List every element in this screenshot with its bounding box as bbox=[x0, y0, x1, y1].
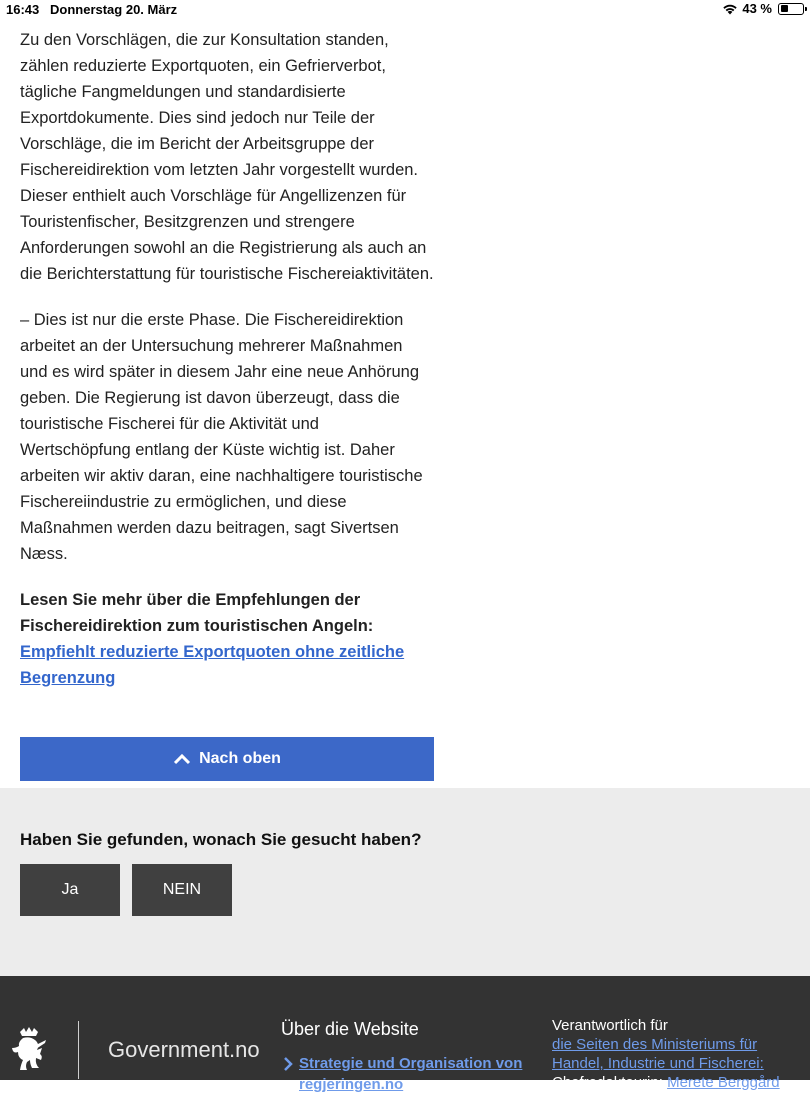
site-logo-text[interactable]: Government.no bbox=[108, 1037, 260, 1062]
battery-fill bbox=[781, 5, 788, 12]
coat-of-arms-lion-icon bbox=[10, 1026, 48, 1072]
back-to-top-button[interactable] bbox=[20, 737, 434, 781]
article-paragraph: – Dies ist nur die erste Phase. Die Fischereidirektion arbeitet an der Untersuchung mehrerer Maßnahmen und es wird später in diesem Jahr eine neue Anhörung geben. Die Regierung ist davon überzeugt, dass die touristische Fischerei für die Aktivität und Wertschöpfung entlang der Küste wichtig ist. Daher arbeiten wir aktiv daran, eine nachhaltigere touristische Fischereiindustrie zu ermöglichen, und diese Maßnahmen werden dazu beitragen, sagt Sivertsen Næss. bbox=[20, 311, 423, 563]
about-link[interactable] bbox=[283, 1053, 525, 1095]
editor-link[interactable]: Merete Berggård bbox=[667, 1074, 780, 1091]
about-link-label: Strategie und Organisation von regjeringen.no bbox=[299, 1055, 523, 1093]
responsible-label: Verantwortlich für bbox=[552, 1017, 668, 1034]
article-paragraph: Zu den Vorschlägen, die zur Konsultation standen, zählen reduzierte Exportquoten, ein Gefrierverbot, tägliche Fangmeldungen und standardisierte Exportdokumente. Dies sind jedoch nur Teile der Vorschläge, die im Bericht der Arbeitsgruppe der Fischereidirektion vom letzten Jahr vorgestellt wurden. Dieser enthielt auch Vorschläge für Angellizenzen für Touristenfischer, Besitzgrenzen und strengere Anforderungen sowohl an die Registrierung als auch an die Berichterstattung für touristische Fischereiaktivitäten. bbox=[20, 31, 434, 283]
feedback-yes-button[interactable]: Ja bbox=[20, 864, 120, 916]
read-more-text: Lesen Sie mehr über die Empfehlungen der Fischereidirektion zum touristischen Angeln: bbox=[20, 591, 374, 635]
status-bar bbox=[0, 0, 810, 20]
back-to-top-label: Nach oben bbox=[199, 750, 281, 767]
read-more-link[interactable]: Empfiehlt reduzierte Exportquoten ohne zeitliche Begrenzung bbox=[20, 643, 405, 687]
status-time: 16:43 bbox=[6, 2, 40, 17]
article-body bbox=[20, 27, 434, 691]
battery-icon bbox=[778, 3, 804, 15]
feedback-no-button[interactable]: NEIN bbox=[132, 864, 232, 916]
feedback-question: Haben Sie gefunden, wonach Sie gesucht haben? bbox=[20, 830, 422, 849]
footer-divider bbox=[78, 1021, 79, 1079]
status-date: Donnerstag 20. März bbox=[50, 2, 178, 17]
ministry-link[interactable]: die Seiten des Ministeriums für Handel, Industrie und Fischerei: bbox=[552, 1036, 764, 1072]
status-right bbox=[722, 1, 804, 16]
feedback-section bbox=[0, 788, 810, 976]
site-footer bbox=[0, 976, 810, 1093]
about-title: Über die Website bbox=[281, 1019, 419, 1039]
editor-label: Chefredakteurin bbox=[552, 1074, 659, 1091]
wifi-icon bbox=[722, 3, 738, 15]
chevron-right-icon bbox=[283, 1057, 293, 1071]
responsible-block: Verantwortlich für die Seiten des Ministeriums für Handel, Industrie und Fischerei: Chefredakteurin: Merete Berggård bbox=[552, 1016, 792, 1092]
battery-percent: 43 % bbox=[742, 1, 772, 16]
chevron-up-icon bbox=[173, 753, 191, 765]
